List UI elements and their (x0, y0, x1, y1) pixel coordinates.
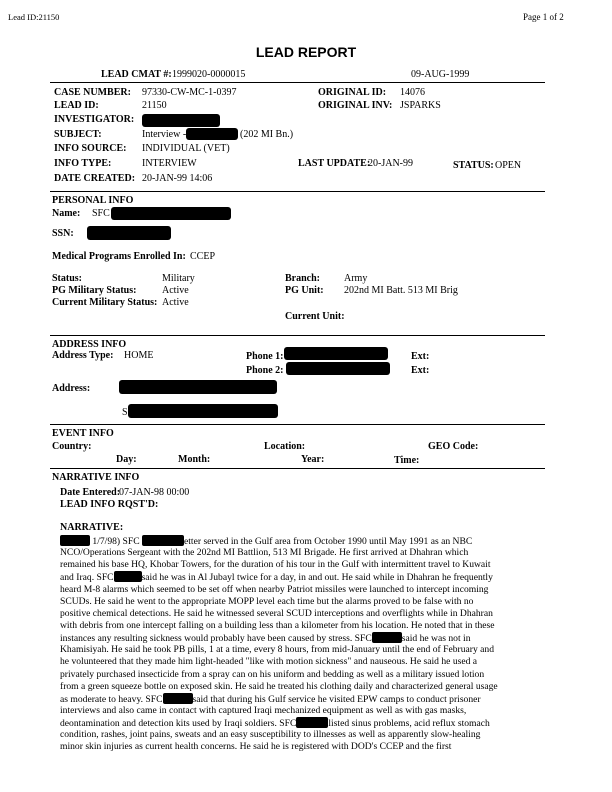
narrative-text: with debris from one intercept falling on a building less than a kilometer from his location. He noted that in these (60, 619, 495, 631)
medical-programs-label: Medical Programs Enrolled In: (52, 251, 186, 262)
branch-value: Army (344, 273, 368, 284)
date-entered-value: 07-JAN-98 00:00 (119, 487, 190, 498)
address-type-value: HOME (124, 350, 154, 361)
month-label: Month: (178, 454, 211, 465)
narrative-text: remained his base HQ, Khobar Towers, for the duration of his tour in the Gulf with intermittent travel to Kuwait (60, 559, 491, 571)
narrative-text: minor skin injuries as current health concerns. He said he is registered with DOD's CCEP and the first (60, 741, 452, 753)
redaction (114, 571, 142, 582)
narrative-text: Khamisiyah. He said he took PB pills, 1 at a time, every 8 hours, from mid-January until the end of February and (60, 644, 495, 656)
pg-unit-label: PG Unit: (285, 285, 324, 296)
info-type-label: INFO TYPE: (54, 158, 112, 169)
narrative-text: SCUDs. He said he went to the appropriate MOPP level each time but the alarms proved to be false with no (60, 595, 474, 607)
narrative-text: positive chemical detections. He said he witnessed several SCUD interceptions and overflights while in Dhahran (60, 607, 493, 619)
cmat-value: 1999020-0000015 (172, 69, 246, 80)
status-label: STATUS: (453, 160, 494, 171)
subject-label: SUBJECT: (54, 129, 102, 140)
page-number: Page 1 of 2 (523, 12, 564, 22)
phone1-label: Phone 1: (246, 351, 284, 362)
narrative-text: condition, rashes, joint pains, sweats and an easy susceptibility to illnesses as well as apparently slow-healing (60, 729, 481, 741)
current-military-status-label: Current Military Status: (52, 297, 158, 308)
lead-info-rqstd-label: LEAD INFO RQST'D: (60, 499, 159, 510)
redaction (111, 207, 231, 220)
ext2-label: Ext: (411, 365, 430, 376)
narrative-line (60, 729, 530, 741)
lead-id: 21150 (142, 100, 167, 111)
narrative-line (60, 571, 530, 583)
subject-suffix: (202 MI Bn.) (240, 129, 294, 140)
case-number: 97330-CW-MC-1-0397 (142, 87, 237, 98)
narrative-text: as moderate to heavy. SFC (60, 693, 163, 705)
status-value: OPEN (495, 160, 522, 171)
event-info-title: EVENT INFO (52, 428, 114, 439)
status-label: Status: (52, 273, 83, 284)
pg-military-status-label: PG Military Status: (52, 285, 137, 296)
address-type-label: Address Type: (52, 350, 114, 361)
narrative-line (60, 584, 530, 596)
narrative-line (60, 559, 530, 571)
date-created-label: DATE CREATED: (54, 173, 136, 184)
redaction (87, 226, 171, 240)
narrative-text: said he was in Al Jubayl twice for a day, in and out. He said while in Dhahran he frequently (141, 572, 493, 584)
branch-label: Branch: (285, 273, 320, 284)
investigator-label: INVESTIGATOR: (54, 114, 135, 125)
narrative-line (60, 535, 530, 547)
name-label: Name: (52, 208, 81, 219)
narrative-text: 1/7/98) SFC (92, 536, 140, 547)
narrative-text: said he was not in (401, 633, 471, 645)
address-label: Address: (52, 383, 91, 394)
narrative-text: NCO/Operations Sergeant with the 202nd MI Battlion, 513 MI Brigade. He first arrived at Dhahran which (60, 547, 469, 559)
redaction (60, 535, 90, 546)
phone2-label: Phone 2: (246, 365, 284, 376)
narrative-text: privately purchased insecticide from a spray can on his uniform and bedding as well as a military issued lotion (60, 668, 485, 680)
redaction (372, 632, 402, 643)
narrative-text: instances any resulting sickness would probably have been caused by stress. SFC (60, 633, 372, 645)
divider (50, 424, 545, 425)
address-info-title: ADDRESS INFO (52, 339, 127, 350)
country-label: Country: (52, 441, 92, 452)
page-title: LEAD REPORT (255, 44, 357, 60)
narrative-line (60, 741, 530, 753)
info-source-label: INFO SOURCE: (54, 143, 127, 154)
pg-unit-value: 202nd MI Batt. 513 MI Brig (344, 285, 458, 296)
address-line2-prefix: S (122, 407, 128, 418)
last-update-label: LAST UPDATE: (298, 158, 371, 169)
info-type: INTERVIEW (142, 158, 197, 169)
narrative-info-title: NARRATIVE INFO (52, 472, 140, 483)
narrative-line (60, 717, 530, 729)
divider (50, 335, 545, 336)
redaction (286, 362, 390, 375)
narrative-label: NARRATIVE: (60, 522, 124, 533)
narrative-text: from a green squeeze bottle on exposed skin. He said he treated his clothing daily and characterized general usage (60, 680, 498, 692)
divider (50, 82, 545, 83)
ext1-label: Ext: (411, 351, 430, 362)
year-label: Year: (301, 454, 325, 465)
narrative-text: deontamination and detection kits used by Iraqi soldiers. SFC (60, 718, 297, 730)
current-unit-label: Current Unit: (285, 311, 345, 322)
narrative-line (60, 608, 530, 620)
divider (50, 191, 545, 192)
location-label: Location: (264, 441, 306, 452)
report-date: 09-AUG-1999 (411, 69, 470, 80)
redaction (128, 404, 278, 418)
date-entered-label: Date Entered: (60, 487, 121, 498)
narrative-line (60, 620, 530, 632)
last-update: 20-JAN-99 (368, 158, 413, 169)
narrative-text: heard M-8 alarms which seemed to be set off when nearby Patriot missiles were launched to intercept incoming (60, 583, 489, 595)
ssn-label: SSN: (52, 228, 74, 239)
narrative-line (60, 681, 530, 693)
cmat-label: LEAD CMAT #: (101, 69, 172, 80)
redaction (186, 128, 238, 140)
time-label: Time: (394, 455, 420, 466)
narrative-text: interviews and also came in contact with captured Iraqi mechanized equipment as well as with gas masks, (60, 704, 467, 716)
narrative-line (60, 644, 530, 656)
narrative-line (60, 547, 530, 559)
redaction (142, 535, 184, 546)
redaction (284, 347, 388, 360)
lead-id-top: Lead ID:21150 (8, 12, 60, 22)
name-prefix: SFC (92, 208, 110, 219)
date-created: 20-JAN-99 14:06 (142, 173, 213, 184)
narrative-text: he volunteered that they made him light-headed "like with motion sickness" and nauseous. He said he used a (60, 656, 478, 668)
day-label: Day: (116, 454, 137, 465)
redaction (119, 380, 277, 394)
personal-info-title: PERSONAL INFO (52, 195, 134, 206)
original-inv-label: ORIGINAL INV: (318, 100, 393, 111)
redaction (296, 717, 328, 728)
original-id: 14076 (400, 87, 425, 98)
narrative-line (60, 669, 530, 681)
narrative-line (60, 693, 530, 705)
narrative-text: said that during his Gulf service he visited EPW camps to conduct prisoner (192, 693, 481, 705)
narrative-text: and Iraq. SFC (60, 572, 114, 584)
narrative-text: listed sinus problems, acid reflux stomach (328, 718, 490, 730)
narrative-body (60, 535, 530, 754)
narrative-line (60, 596, 530, 608)
status-value: Military (162, 273, 195, 284)
geo-code-label: GEO Code: (428, 441, 479, 452)
original-inv: JSPARKS (400, 100, 441, 111)
divider (50, 468, 545, 469)
narrative-text: etter served in the Gulf area from October 1990 until May 1991 as an NBC (184, 536, 473, 547)
original-id-label: ORIGINAL ID: (318, 87, 387, 98)
medical-programs-value: CCEP (190, 251, 216, 262)
subject-prefix: Interview - (142, 129, 187, 140)
current-military-status-value: Active (162, 297, 189, 308)
info-source: INDIVIDUAL (VET) (142, 143, 230, 154)
pg-military-status-value: Active (162, 285, 189, 296)
redaction (142, 114, 220, 127)
case-number-label: CASE NUMBER: (54, 87, 131, 98)
narrative-line (60, 632, 530, 644)
lead-id-label: LEAD ID: (54, 100, 99, 111)
narrative-line (60, 705, 530, 717)
narrative-line (60, 656, 530, 668)
redaction (163, 693, 193, 704)
